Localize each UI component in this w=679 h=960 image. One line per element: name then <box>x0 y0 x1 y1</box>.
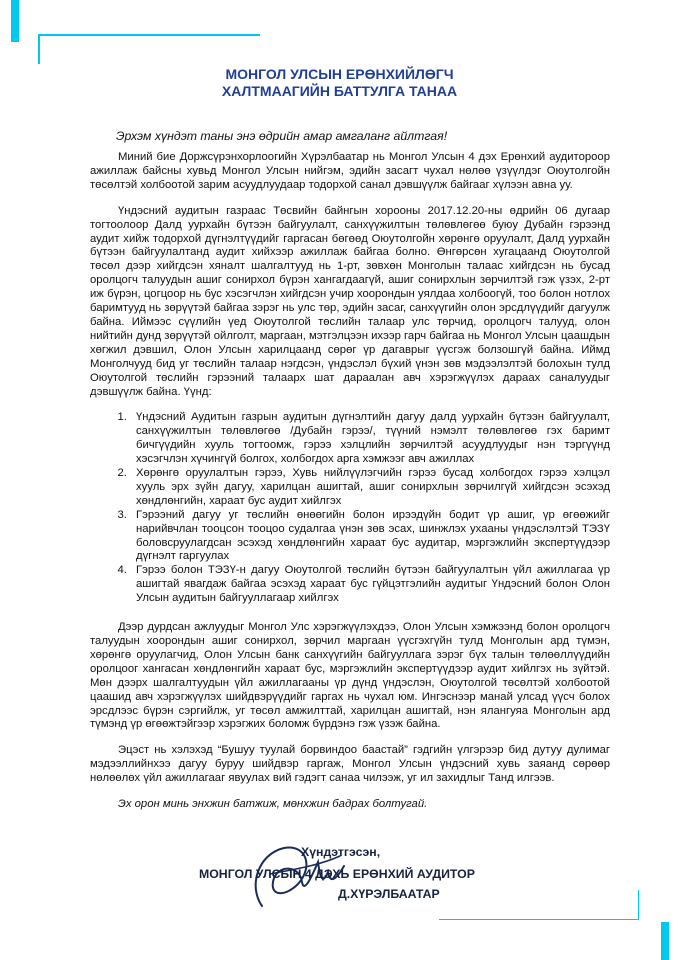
corner-accent-line <box>439 919 639 921</box>
signature-salutation: Хүндэтгэсэн, <box>301 845 381 859</box>
corner-accent-line <box>38 34 260 36</box>
paragraph: Үндэсний аудитын газраас Төсвийн байнгын хорооны 2017.12.20-ны өдрийн 06 дугаар тогтоолоор Далд уурхайн бүтээн байгуулалт, санхүүжилтын төлөвлөгөө буюу Дубайн гэрээнд аудит хийж тодорхой дүгнэлтүүдийг гаргасан бөгөөд Оюутолгойн хөрөнгө оруулалт, Далд уурхайн бүтээн байгуулалтанд аудит хийхээр ажиллаж байгаа болно. Өнгөрсөн хугацаанд Оюутолгой төсөл дээр хийгдсэн хяналт шалгалтууд нь 1-рт, зөвхөн Монголын талаас хийгдсэн нь бусад оролцогч талуудын ашиг сонирхол бүрэн хангагдаагүй, ашиг сонирхлын зөрчилтэй гэж үзэх, 2-рт иж бүрэн, цогцоор нь бус хэсэгчлэн хийгдсэн учир хоорондын уялдаа холбоогүй, тоо болон нотлох баримтууд нь зөрүүтэй байгаа зэрэг нь улс төр, эдийн засаг, санхүүгийн олон эрсдлүүдийг дагуулж байна. Иймээс сүүлийн үед Оюутолгой төслийн талаар улс төрчид, оролцогч талууд, олон нийтийн дунд зөрүүтэй ойлголт, маргаан, мэтгэлцээн ихээр гарч байгаа нь Монгол Улсын цаашдын хөгжил дэвшил, Олон Улсын харилцаанд сөрөг үр дагаврыг үүсгэж болзошгүй байна. Иймд Монголчууд бид уг төслийн талаар нэгдсэн, үндэслэл бүхий үнэн зөв мэдээлэлтэй болохын тулд Оюутолгой төслийн гэрээний талаарх шат дараалан авч хэрэгжүүлэх дараах саналуудыг дэвшүүлж байна. Үүнд: <box>90 204 610 398</box>
letter-body <box>90 151 610 824</box>
greeting: Эрхэм хүндэт таны энэ өдрийн амар амгаланг айлтгая! <box>116 129 448 143</box>
corner-accent-bar <box>661 922 669 960</box>
closing-line: Эх орон минь энхжин батжиж, мөнхжин бадрах болтугай. <box>118 798 428 811</box>
paragraph: Эцэст нь хэлэхэд “Бушуу туулай борвиндоо баастай” гэдгийн үлгэрээр бид дутуу дулимаг мэдээллийнхээ дагуу буруу шийдвэр гаргаж, Монгол Улсын үндэсний хувь заяанд сөрөөр нөлөөлөх үйл ажиллагааг явуулах вий гэдэгт санаа чилээж, уг ил захидлыг Танд илгээв. <box>90 744 610 785</box>
header-line-2: ХАЛТМААГИЙН БАТТУЛГА ТАНАА <box>221 83 458 99</box>
list-item: 1. Үндэсний Аудитын газрын аудитын дүгнэлтийн дагуу далд уурхайн бүтээн байгуулалт, санхүүжилтын төлөвлөгөө /Дубайн гэрээ/, түүний нэмэлт төлөвлөгөө гэх баримт бичгүүдийн хууль тогтоомж, гэрээ хэлцлийн зөрчилтэй асуудлуудыг нэн тэргүүнд хэсэгчлэн хүчингүй болгох, холбогдох арга хэмжээг авч ажиллах <box>130 411 610 467</box>
corner-accent-bar <box>11 0 19 42</box>
letter-header <box>0 66 679 100</box>
signature-name: Д.ХҮРЭЛБААТАР <box>338 887 440 901</box>
paragraph: Миний бие Доржсүрэнхорлоогийн Хүрэлбаатар нь Монгол Улсын 4 дэх Ерөнхий аудитороор ажиллаж байсны хувьд Монгол Улсын нийгэм, эдийн засагт чухал нөлөө үзүүлдэг Оюутолгойн төсөлтэй холбоотой зарим асуудлуудаар тодорхой санал дэвшүүлж байгааг хүлээн авна уу. <box>90 151 610 191</box>
signature-title: МОНГОЛ УЛСЫН 4 ДЭХЬ ЕРӨНХИЙ АУДИТОР <box>199 867 475 881</box>
paragraph: Дээр дурдсан ажлуудыг Монгол Улс хэрэгжүүлэхдээ, Олон Улсын хэмжээнд болон оролцогч талуудын хоорондын ашиг сонирхол, зөрчил маргаан үүсгэхгүйн тулд Монголын ард түмэн, хөрөнгө оруулагчид, Олон Улсын банк санхүүгийн байгууллага зэрэг бүх талын төлөөллүүдийн оролцоог хангасан хөндлөнгийн хараат бус, мэргэжлийн экспертүүдээр аудит хийлгэх нь зүйтэй. Мөн дээрх шалгалтуудын үйл ажиллагааны үр дүнд үндэслэн, Оюутолгой төсөлтэй холбоотой цаашид авч хэрэгжүүлэх шийдвэрүүдийг гаргах нь чухал юм. Ингэснээр манай улсад үүсч болох эрсдлээс бүрэн сэргийлж, уг төсөл амжилттай, харилцан ашигтай, нэн ялангуяа Монголын ард түмэнд үр өгөөжтэйгээр хэрэгжих боломж бүрдэнэ гэж үзэж байна. <box>90 621 610 731</box>
list-item: 3. Гэрээний дагуу уг төслийн өнөөгийн болон ирээдүйн бодит үр ашиг, үр өгөөжийг нарийвчлан тооцсон тооцоо судалгаа үнэн зөв эсах, шинжлэх ухааны үндэслэлтэй ТЭЗҮ боловсруулагдсан эсэхэд хөндлөнгийн хараат бус аудитар, мэргэжлийн экспертүүдээр дүгнэлт гаргуулах <box>130 509 610 565</box>
list-item: 4. Гэрээ болон ТЭЗҮ-н дагуу Оюутолгой төслийн бүтээн байгуулалтын үйл ажиллагаа үр ашигтай явагдаж байгаа эсэхэд хараат бус гүйцэтгэлийн аудитыг Үндэсний болон Олон Улсын аудитын байгууллагаар хийлгэх <box>130 564 610 606</box>
corner-accent-line <box>638 890 640 920</box>
proposal-list <box>90 411 610 606</box>
corner-accent-line <box>38 34 40 64</box>
header-line-1: МОНГОЛ УЛСЫН ЕРӨНХИЙЛӨГЧ <box>225 66 454 82</box>
list-item: 2. Хөрөнгө оруулалтын гэрээ, Хувь нийлүүлэгчийн гэрээ бусад холбогдох гэрээ хэлцэл хууль эрх зүйн дагуу, харилцан ашигтай, ашиг сонирхлын зөрчилгүй хийгдсэн эсэхэд хөндлөнгийн, хараат бус аудит хийлгэх <box>130 467 610 509</box>
